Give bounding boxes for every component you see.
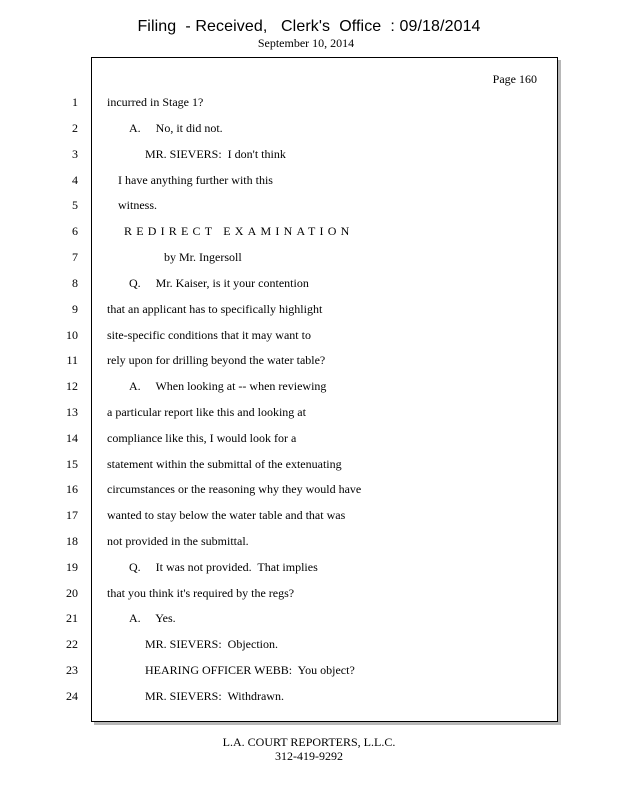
- line-number: 7: [72, 250, 78, 264]
- line-number: 21: [66, 611, 78, 625]
- line-number: 9: [72, 302, 78, 316]
- transcript-line: witness.: [118, 198, 157, 212]
- transcript-line: site-specific conditions that it may want to: [107, 328, 311, 342]
- transcript-line: A. Yes.: [129, 611, 176, 625]
- transcript-line: compliance like this, I would look for a: [107, 431, 297, 445]
- line-number: 22: [66, 637, 78, 651]
- transcript-line: I have anything further with this: [118, 173, 273, 187]
- transcript-line: A. When looking at -- when reviewing: [129, 379, 327, 393]
- line-number: 18: [66, 534, 78, 548]
- line-number: 10: [66, 328, 78, 342]
- line-number: 17: [66, 508, 78, 522]
- transcript-line: by Mr. Ingersoll: [164, 250, 242, 264]
- transcript-line: MR. SIEVERS: Withdrawn.: [145, 689, 284, 703]
- page-number: Page 160: [492, 72, 537, 86]
- transcript-line: HEARING OFFICER WEBB: You object?: [145, 663, 355, 677]
- transcript-line: MR. SIEVERS: Objection.: [145, 637, 279, 651]
- transcript-line: Q. It was not provided. That implies: [129, 560, 318, 574]
- footer-company: L.A. COURT REPORTERS, L.L.C.: [222, 735, 396, 749]
- footer-phone: 312-419-9292: [275, 749, 343, 763]
- transcript-line: circumstances or the reasoning why they would have: [107, 482, 362, 496]
- filing-stamp: Filing - Received, Clerk's Office : 09/18/2014: [137, 18, 481, 35]
- line-number: 6: [72, 224, 78, 238]
- transcript-line: A. No, it did not.: [129, 121, 223, 135]
- transcript-line: that an applicant has to specifically highlight: [107, 302, 323, 316]
- transcript-line: MR. SIEVERS: I don't think: [145, 147, 286, 161]
- line-number: 12: [66, 379, 78, 393]
- line-number: 5: [72, 198, 78, 212]
- line-number: 11: [66, 353, 78, 367]
- line-number: 4: [72, 173, 78, 187]
- line-number: 3: [72, 147, 78, 161]
- transcript-line: REDIRECT EXAMINATION: [124, 224, 354, 238]
- transcript-line: not provided in the submittal.: [107, 534, 249, 548]
- line-number: 2: [72, 121, 78, 135]
- transcript-line: a particular report like this and looking at: [107, 405, 306, 419]
- line-number: 8: [72, 276, 78, 290]
- line-number: 16: [66, 482, 78, 496]
- line-number: 19: [66, 560, 78, 574]
- line-number: 1: [72, 95, 78, 109]
- line-number: 15: [66, 457, 78, 471]
- line-number: 13: [66, 405, 78, 419]
- line-number: 14: [66, 431, 78, 445]
- transcript-line: rely upon for drilling beyond the water table?: [107, 353, 326, 367]
- transcript-line: that you think it's required by the regs?: [107, 586, 295, 600]
- transcript-line: statement within the submittal of the extenuating: [107, 457, 342, 471]
- hearing-date: September 10, 2014: [257, 36, 355, 50]
- transcript-line: Q. Mr. Kaiser, is it your contention: [129, 276, 309, 290]
- transcript-line: wanted to stay below the water table and that was: [107, 508, 346, 522]
- line-number: 23: [66, 663, 78, 677]
- transcript-line: incurred in Stage 1?: [107, 95, 204, 109]
- line-number: 20: [66, 586, 78, 600]
- line-number: 24: [66, 689, 78, 703]
